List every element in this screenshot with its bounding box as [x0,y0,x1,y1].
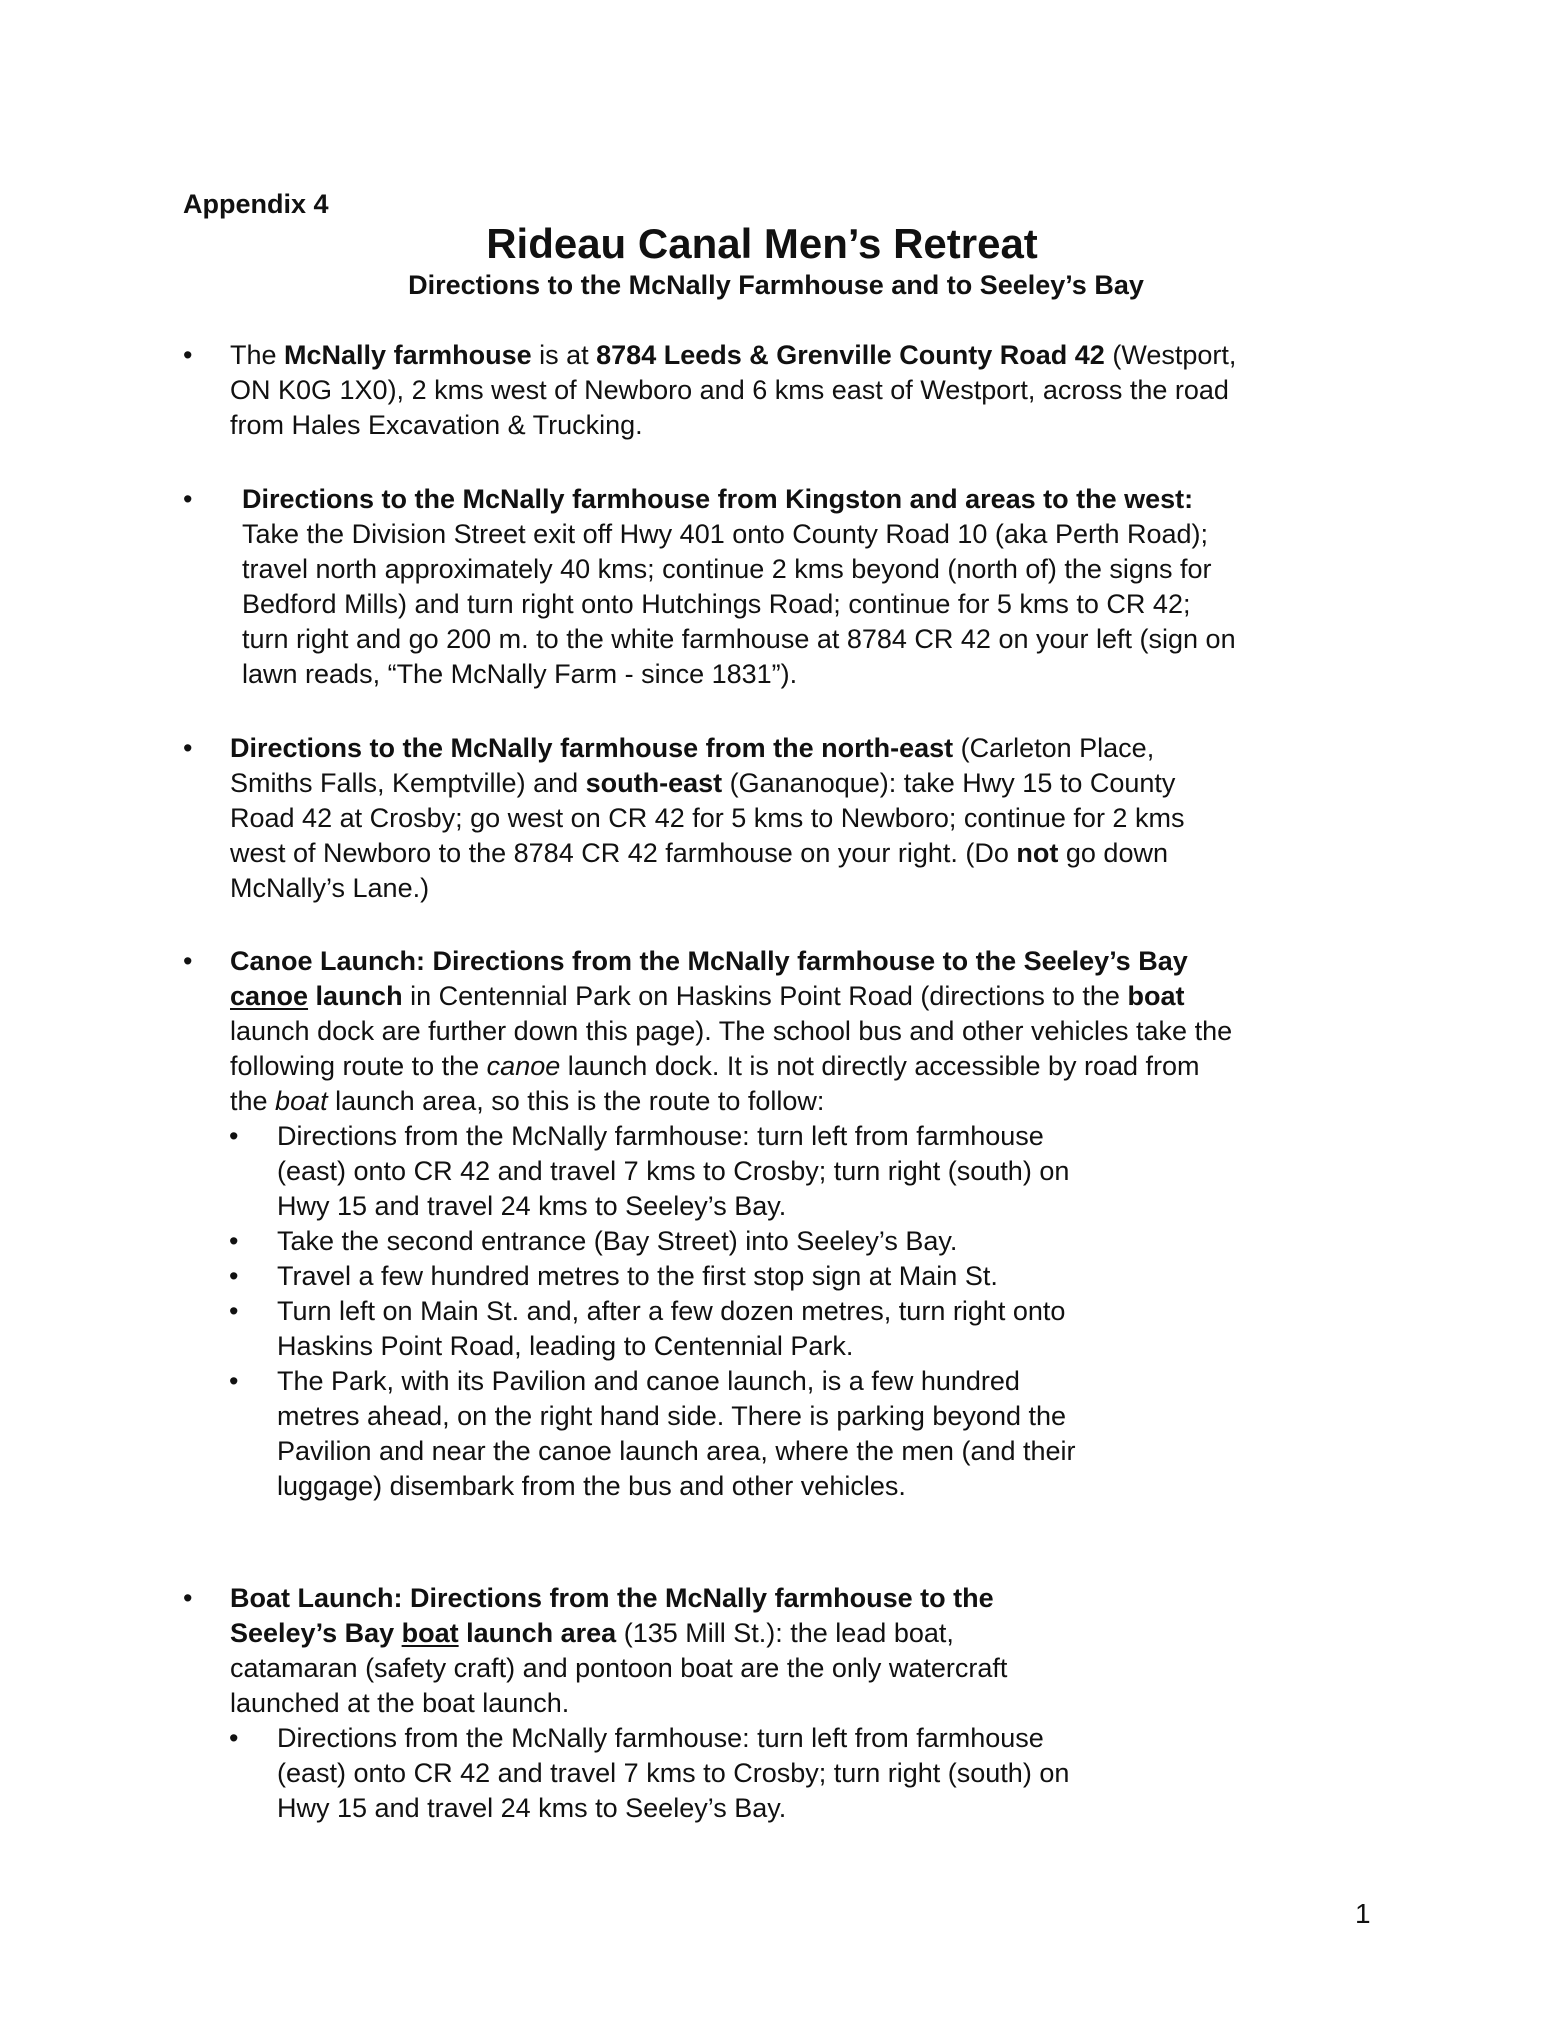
emphasis-text: not [1016,838,1059,868]
text-line [230,766,1184,801]
emphasis-text: canoe [486,1051,561,1081]
text-line [230,871,1184,906]
section-from-north-east [230,731,1184,906]
text-run: Turn left on Main St. and, after a few dozen metres, turn right onto [277,1296,1066,1326]
text-run: Travel a few hundred metres to the first stop sign at Main St. [277,1261,998,1291]
text-run: (Carleton Place, [953,733,1155,763]
text-run: Hwy 15 and travel 24 kms to Seeley’s Bay. [277,1191,787,1221]
appendix-label: Appendix 4 [183,189,329,219]
text-run: Take the Division Street exit off Hwy 401 onto County Road 10 (aka Perth Road); [242,519,1209,549]
text-run: travel north approximately 40 kms; continue 2 kms beyond (north of) the signs for [242,554,1212,584]
page-number: 1 [1355,1898,1371,1929]
text-line [230,801,1184,836]
text-line [277,1329,1065,1364]
text-line [230,1686,1007,1721]
text-run: The [230,340,285,370]
text-run: metres ahead, on the right hand side. There is parking beyond the [277,1401,1067,1431]
text-line [230,1651,1007,1686]
text-line [230,1014,1232,1049]
text-line [242,482,1236,517]
text-line [277,1434,1076,1469]
bullet-icon: • [183,1583,193,1613]
text-run: lawn reads, “The McNally Farm - since 1831”). [242,659,798,689]
sub-list-item [277,1119,1069,1224]
sub-bullet-icon: • [229,1226,239,1256]
emphasis-text: boat [275,1086,328,1116]
text-run: ON K0G 1X0), 2 kms west of Newboro and 6 kms east of Westport, across the road [230,375,1229,405]
text-run: in Centennial Park on Haskins Point Road (directions to the [402,981,1128,1011]
text-run: go down [1058,838,1168,868]
bullet-icon: • [183,484,193,514]
text-run: from Hales Excavation & Trucking. [230,410,643,440]
text-line [230,408,1236,443]
text-line [242,587,1236,622]
text-run: west of Newboro to the 8784 CR 42 farmhouse on your right. (Do [230,838,1017,868]
emphasis-text: canoe [230,981,309,1011]
text-run: Pavilion and near the canoe launch area, where the men (and their [277,1436,1076,1466]
text-line [230,338,1236,373]
emphasis-text: launch area [458,1618,617,1648]
emphasis-text: 8784 Leeds & Grenville County Road 42 [596,340,1105,370]
text-run: Smiths Falls, Kemptville) and [230,768,586,798]
text-line [242,622,1236,657]
text-line [242,552,1236,587]
text-run: launched at the boat launch. [230,1688,570,1718]
text-run: is at [531,340,597,370]
text-run: Directions from the McNally farmhouse: turn left from farmhouse [277,1723,1044,1753]
text-run: (135 Mill St.): the lead boat, [616,1618,954,1648]
text-run: following route to the [230,1051,487,1081]
emphasis-text: boat [401,1618,459,1648]
text-line [277,1224,957,1259]
text-line [277,1154,1069,1189]
text-line [277,1259,998,1294]
text-line [277,1364,1076,1399]
emphasis-text: launch [308,981,403,1011]
text-run: Haskins Point Road, leading to Centennial Park. [277,1331,854,1361]
emphasis-text: Boat Launch: Directions from the McNally farmhouse to the [230,1583,994,1613]
text-line [230,979,1232,1014]
text-line [277,1469,1076,1504]
text-line [277,1119,1069,1154]
section-from-kingston [242,482,1236,692]
emphasis-text: Canoe Launch: Directions from the McNally farmhouse to the Seeley’s Bay [230,946,1188,976]
text-line [230,1084,1232,1119]
text-run: The Park, with its Pavilion and canoe launch, is a few hundred [277,1366,1020,1396]
section-canoe-launch [230,944,1232,1119]
text-line [230,836,1184,871]
text-line [277,1399,1076,1434]
text-run: luggage) disembark from the bus and other vehicles. [277,1471,906,1501]
sub-list-item [277,1224,957,1259]
emphasis-text: McNally farmhouse [284,340,532,370]
text-line [230,1581,1007,1616]
section-boat-launch [230,1581,1007,1721]
text-line [277,1189,1069,1224]
text-run: (Gananoque): take Hwy 15 to County [722,768,1176,798]
text-line [277,1721,1069,1756]
text-run: launch dock. It is not directly accessible by road from [560,1051,1200,1081]
sub-bullet-icon: • [229,1723,239,1753]
sub-bullet-icon: • [229,1366,239,1396]
text-run: Hwy 15 and travel 24 kms to Seeley’s Bay. [277,1793,787,1823]
text-line [230,944,1232,979]
text-run: (Westport, [1104,340,1237,370]
section-location [230,338,1236,443]
text-line [230,731,1184,766]
page-title: Rideau Canal Men’s Retreat [486,220,1038,267]
text-line [230,1049,1232,1084]
text-run: (east) onto CR 42 and travel 7 kms to Crosby; turn right (south) on [277,1156,1070,1186]
text-line [277,1756,1069,1791]
sub-bullet-icon: • [229,1121,239,1151]
text-line [230,1616,1007,1651]
sub-list-item [277,1721,1069,1826]
sub-bullet-icon: • [229,1261,239,1291]
text-line [242,657,1236,692]
text-run: Directions from the McNally farmhouse: turn left from farmhouse [277,1121,1044,1151]
text-line [277,1294,1065,1329]
text-run: the [230,1086,276,1116]
text-run: (east) onto CR 42 and travel 7 kms to Crosby; turn right (south) on [277,1758,1070,1788]
text-run: turn right and go 200 m. to the white farmhouse at 8784 CR 42 on your left (sign on [242,624,1236,654]
emphasis-text: Seeley’s Bay [230,1618,402,1648]
emphasis-text: Directions to the McNally farmhouse from the north-east [230,733,954,763]
sub-bullet-icon: • [229,1296,239,1326]
text-run: catamaran (safety craft) and pontoon boat are the only watercraft [230,1653,1008,1683]
text-run: launch dock are further down this page). The school bus and other vehicles take the [230,1016,1233,1046]
sub-list-item [277,1259,998,1294]
page-subtitle: Directions to the McNally Farmhouse and to Seeley’s Bay [408,270,1144,300]
sub-list-item [277,1294,1065,1364]
emphasis-text: Directions to the McNally farmhouse from Kingston and areas to the west: [242,484,1194,514]
bullet-icon: • [183,946,193,976]
text-line [230,373,1236,408]
text-line [242,517,1236,552]
text-run: Bedford Mills) and turn right onto Hutchings Road; continue for 5 kms to CR 42; [242,589,1191,619]
text-run: Road 42 at Crosby; go west on CR 42 for 5 kms to Newboro; continue for 2 kms [230,803,1185,833]
text-run: Take the second entrance (Bay Street) into Seeley’s Bay. [277,1226,958,1256]
emphasis-text: boat [1127,981,1185,1011]
text-run: launch area, so this is the route to follow: [327,1086,825,1116]
bullet-icon: • [183,340,193,370]
text-line [277,1791,1069,1826]
text-run: McNally’s Lane.) [230,873,430,903]
bullet-icon: • [183,733,193,763]
emphasis-text: south-east [585,768,723,798]
sub-list-item [277,1364,1076,1504]
